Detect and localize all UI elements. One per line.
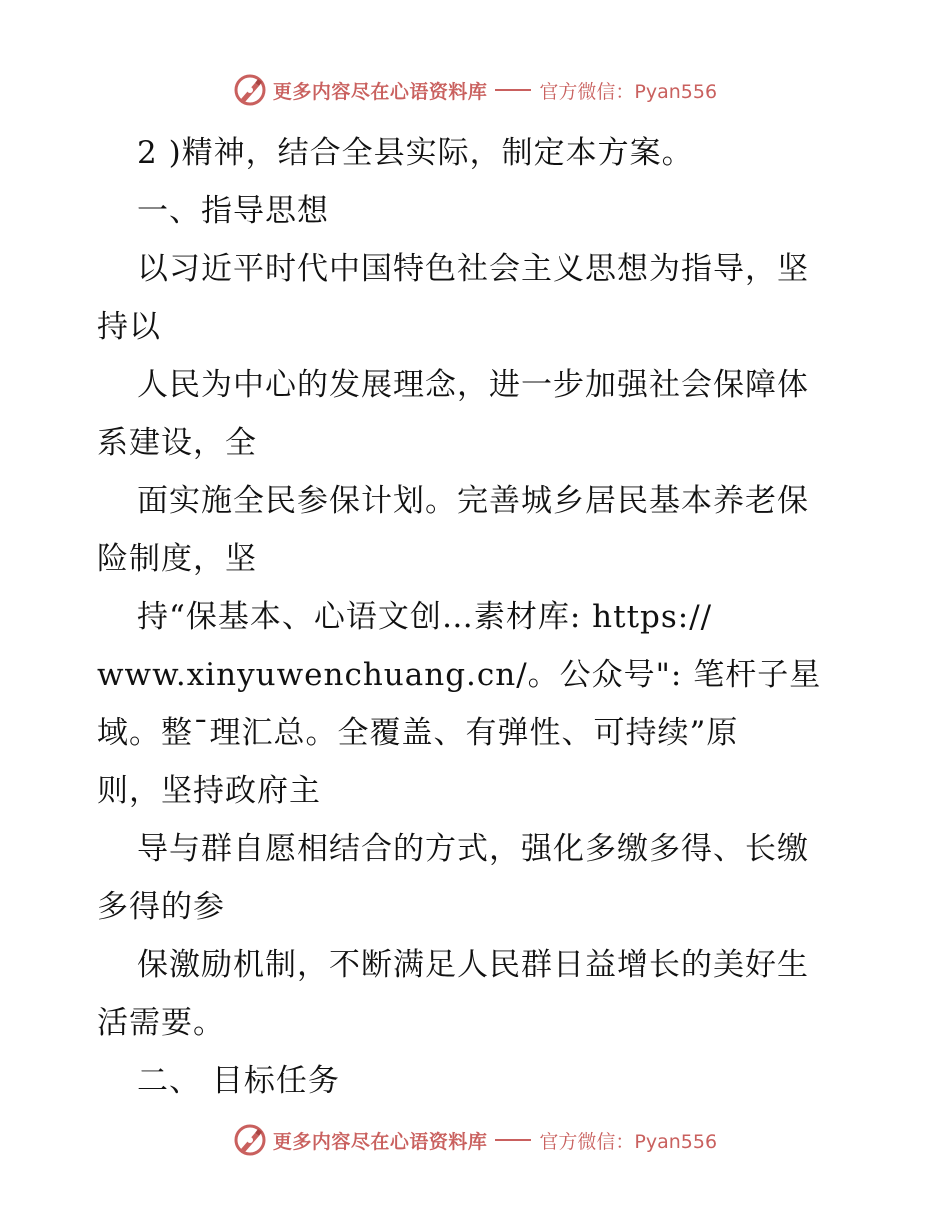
text-line: 持以 [97,309,161,345]
text-line: 多得的参 [97,889,225,925]
pen-logo-icon [233,1123,267,1157]
watermark-main-text: 更多内容尽在心语资料库 [272,1130,488,1153]
watermark-dash [495,89,531,91]
watermark-banner [233,73,717,107]
text-line: www.xinyuwenchuang.cn/。公众号": 笔杆子星 [97,657,822,693]
document-body [97,124,857,1110]
text-line: 系建设，全 [97,425,257,461]
watermark-main-text: 更多内容尽在心语资料库 [272,80,488,103]
watermark-banner [233,1123,717,1157]
section-heading: 二、 目标任务 [137,1063,340,1099]
section-heading: 一、指导思想 [137,193,329,229]
pen-logo-icon [233,73,267,107]
text-line: 人民为中心的发展理念，进一步加强社会保障体 [137,367,809,403]
text-line: 导与群自愿相结合的方式，强化多缴多得、长缴 [137,831,809,867]
page-footer-watermark [0,1120,950,1160]
watermark-sub-text: 官方微信：Pyan556 [539,80,718,103]
page-header-watermark [0,70,950,110]
text-line: 则，坚持政府主 [97,773,321,809]
text-line: 险制度，坚 [97,541,257,577]
watermark-sub-text: 官方微信：Pyan556 [539,1130,718,1153]
text-line: 以习近平时代中国特色社会主义思想为指导，坚 [137,251,809,287]
watermark-dash [495,1139,531,1141]
text-line: 面实施全民参保计划。完善城乡居民基本养老保 [137,483,809,519]
text-line: 持“保基本、心语文创…素材库: https:// [137,599,713,635]
text-line: 域。整¯理汇总。全覆盖、有弹性、可持续”原 [97,715,739,751]
text-line: 活需要。 [97,1005,225,1041]
text-line: 2 )精神，结合全县实际，制定本方案。 [137,135,694,171]
text-line: 保激励机制，不断满足人民群日益增长的美好生 [137,947,809,983]
